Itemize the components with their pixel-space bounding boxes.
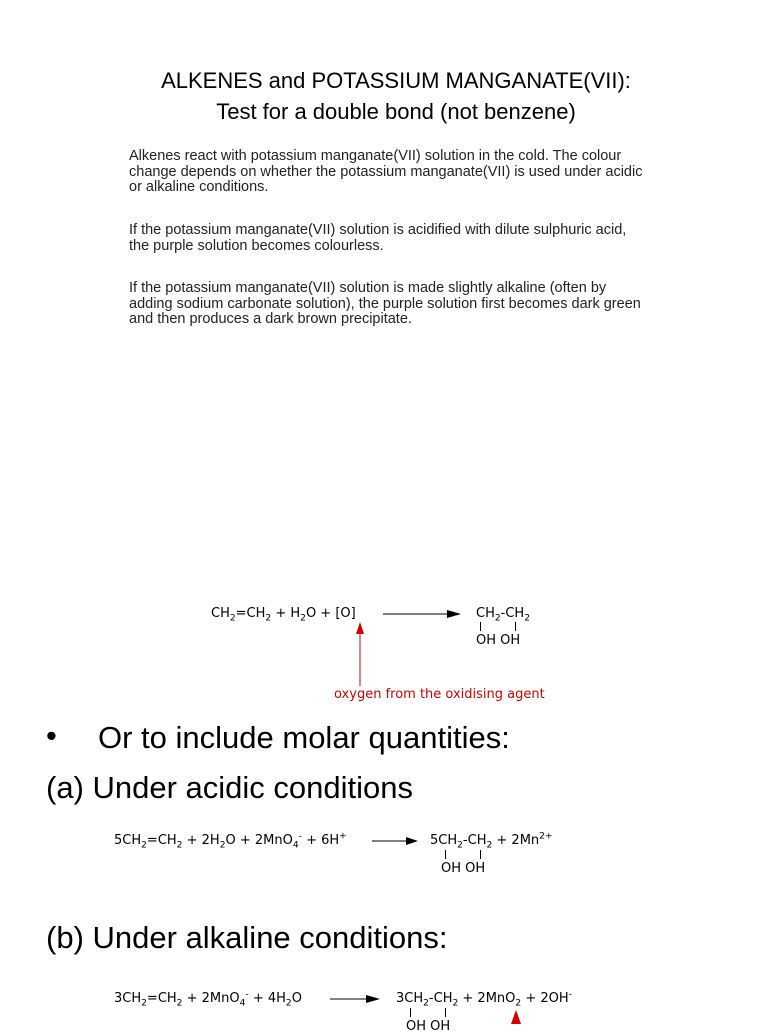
annotation-oxygen: oxygen from the oxidising agent [334, 687, 545, 702]
equation-alkaline-groups: OH OH [406, 1019, 451, 1034]
bond-line [480, 850, 481, 859]
equation-acidic-reactants: $5CH_2=CH_2 + 2H_2O + 2MnO_4^- + 6H^+$ [114, 831, 347, 851]
page-title-line1: ALKENES and POTASSIUM MANGANATE(VII): [161, 68, 631, 93]
paragraph-alkaline: If the potassium manganate(VII) solution is made slightly alkaline (often by adding sodium carbonate solution), the purple solution first becomes dark green and then produces a dark brown precipitate. [129, 280, 641, 327]
equation-acidic-groups: OH OH [441, 861, 486, 876]
equation-general-product: $CH_2-CH_2$ [476, 606, 530, 624]
bullet-icon: • [46, 718, 57, 753]
bond-line [445, 1008, 446, 1017]
reaction-arrow-icon [372, 834, 420, 848]
equation-alkaline-products: $3CH_2-CH_2 + 2MnO_2 + 2OH^-$ [396, 989, 572, 1009]
equation-alkaline-reactants: $3CH_2=CH_2 + 2MnO_4^- + 4H_2O$ [114, 989, 302, 1009]
up-arrow-icon [509, 1010, 523, 1024]
up-arrow-icon [353, 622, 367, 688]
reaction-arrow-icon [383, 607, 463, 621]
paragraph-intro: Alkenes react with potassium manganate(VII) solution in the cold. The colour change depends on whether the potassium manganate(VII) is used under acidic or alkaline conditions. [129, 148, 643, 195]
page-title-line2: Test for a double bond (not benzene) [216, 99, 576, 124]
bullet-text: Or to include molar quantities: [98, 720, 510, 755]
bond-line [445, 850, 446, 859]
bond-line [515, 622, 516, 631]
equation-general-groups: OH OH [476, 633, 521, 648]
reaction-arrow-icon [330, 992, 382, 1006]
paragraph-acidic: If the potassium manganate(VII) solution is acidified with dilute sulphuric acid, the purple solution becomes colourless. [129, 222, 627, 254]
bond-line [480, 622, 481, 631]
heading-acidic: (a) Under acidic conditions [46, 770, 414, 805]
equation-general-reactants: $CH_2=CH_2 + H_2O + [O]$ [211, 606, 356, 624]
heading-alkaline: (b) Under alkaline conditions: [46, 920, 448, 955]
equation-acidic-products: $5CH_2-CH_2 + 2Mn^{2+}$ [430, 831, 553, 851]
bond-line [410, 1008, 411, 1017]
